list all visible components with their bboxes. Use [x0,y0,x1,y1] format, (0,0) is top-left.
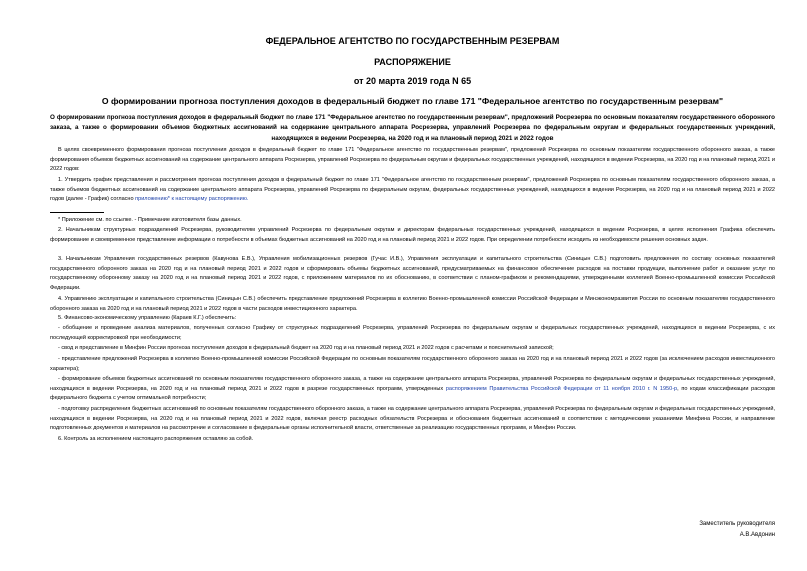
paragraph-1-tail: * к настоящему распоряжению. [167,196,249,203]
document-date-number: от 20 марта 2019 года N 65 [353,76,472,86]
paragraph-5: 5. Финансово-экономическому управлению (Караев К.Г.) обеспечить: [58,315,237,321]
bullet-distribution: - подготовку распределения бюджетных ассигнований по основным показателям государственного оборонного заказа, а также на содержание центрального аппарата Росрезерва, управлений Росрезерва по федеральным округам и федеральных государственных учреждений, находящихся в ведении Росрезерва, на 2020 год и на плановый период 2021 и 2022 годов, включая реестр расходных обязательств Росрезерва и обоснования бюджетных ассигнований в соответствии с методическими указаниями Минфина России, и направление подготовленных документов и материалов на рассмотрение и согласование в федеральные органы исполнительной власти, ответственные за реализацию государственных программ, и Минфин России. [50,406,775,432]
footnote-divider [50,212,104,213]
footnote: * Приложение см. по ссылке. - Примечание изготовителя базы данных. [58,217,242,223]
agency-name: ФЕДЕРАЛЬНОЕ АГЕНТСТВО ПО ГОСУДАРСТВЕННЫМ РЕЗЕРВАМ [265,36,560,46]
paragraph-4: 4. Управлению эксплуатации и капитального строительства (Синицын С.В.) обеспечить представление предложений Росрезерва в коллегию Военно-промышленной комиссии Российской Федерации и Минэкономразвития России по основным показателям государственного оборонного заказа на 2020 год и на плановый период 2021 и 2022 годов в части расходов инвестиционного характера. [50,296,775,312]
document-subject: О формировании прогноза поступления доходов в федеральный бюджет по главе 171 "Федеральное агентство по государственным резервам", предложений Росрезерва по основным показателям государственного оборонного заказа, а также о формировании объемов бюджетных ассигнований на содержание центрального аппарата Росрезерва, управлений Росрезерва по федеральным округам и федеральных государственных учреждений, находящихся в ведении Росрезерва, на 2020 год и на плановый период 2021 и 2022 годов [50,114,775,142]
paragraph-3: 3. Начальникам Управления государственных резервов (Кавунова Е.В.), Управления мобилизационных резервов (Гучас И.В.), Управления эксплуатации и капитального строительства (Синицын С.В.) подготовить предложения по составу основных показателей государственного оборонного заказа на 2020 год и на плановый период 2021 и 2022 годов и сформировать объемы бюджетных ассигнований, предусматриваемых на финансовое обеспечение расходов на поставки продукции, выполнение работ и оказание услуг по государственному оборонному заказу на 2020 год и на плановый период 2021 и 2022 годов, с приложением материалов по их обоснованию, в соответствии с планом-графиком и рекомендациями, утвержденными коллегией Военно-промышленной комиссии Российской Федерации. [50,256,775,292]
document-type: РАСПОРЯЖЕНИЕ [374,57,451,67]
document-page [50,0,775,571]
bullet-analysis: - обобщение и проведение анализа материалов, полученных согласно Графику от структурных подразделений Росрезерва, управлений Росрезерва по федеральным округам и федеральных государственных учреждений, находящихся в ведении Росрезерва, с их последующей корректировкой при необходимости; [50,325,775,341]
bullet-formation-tail: , по кодам классификации расходов федерального бюджета с учетом оптимальной потребности; [50,385,775,402]
paragraph-1 [50,176,775,205]
signatory-role: Заместитель руководителя [699,521,775,527]
paragraph-1-text: 1. Утвердить график представления и рассмотрения прогноза поступления доходов в федеральный бюджет по главе 171 "Федеральное агентство по государственным резервам", предложений Росрезерва по основным показателям государственного оборонного заказа, а также объемов бюджетных ассигнований на содержание центрального аппарата Росрезерва, управлений Росрезерва по федеральным округам, федеральных государственных учреждений, находящихся в ведении Росрезерва, на 2020 год и на плановый период 2021 и 2022 годов (далее - График) согласно [50,177,775,203]
signatory-name: А.В.Авдонин [739,532,775,538]
appendix-link[interactable]: приложению [135,196,168,203]
paragraph-6: 6. Контроль за исполнением настоящего распоряжения оставляю за собой. [58,436,254,442]
document-title: О формировании прогноза поступления доходов в федеральный бюджет по главе 171 "Федеральное агентство по государственным резервам" [101,96,724,106]
bullet-formation-text: - формирование объемов бюджетных ассигнований по основным показателям государственного оборонного заказа, а также на содержание центрального аппарата Росрезерва, управлений Росрезерва по федеральным округам и федеральных государственных учреждений, находящихся в ведении Росрезерва, на 2020 год и на плановый период 2021 и 2022 годов в разрезе государственных программ, утвержденных [50,376,775,392]
intro-paragraph: В целях своевременного формирования прогноза поступления доходов в федеральный бюджет по главе 171 "Федеральное агентство по государственным резервам", предложений Росрезерва по основным показателям государственного оборонного заказа, а также формирования объемов бюджетных ассигнований на содержание центрального аппарата Росрезерва, управлений Росрезерва по федеральным округам и федеральных государственных учреждений, находящихся в ведении Росрезерва, на 2020 год и на плановый период 2021 и 2022 годов: [50,147,775,173]
bullet-summary: - свод и представление в Минфин России прогноза поступления доходов в федеральный бюджет на 2020 год и на плановый период 2021 и 2022 годов с расчетами и пояснительной запиской; [58,345,554,351]
bullet-proposals: - представление предложений Росрезерва в коллегию Военно-промышленной комиссии Российской Федерации по основным показателям государственного оборонного заказа на 2020 год и на плановый период 2021 и 2022 годов (за исключением расходов инвестиционного характера); [50,356,775,372]
paragraph-2: 2. Начальникам структурных подразделений Росрезерва, руководителям управлений Росрезерва по федеральным округам и директорам федеральных государственных учреждений, находящихся в ведении Росрезерва, в целях исполнения Графика обеспечить формирование и своевременное представление информации о потребности в объемах бюджетных ассигнований на 2020 год и на плановый период 2021 и 2022 годов. При определении потребности исходить из необходимости решения основных задач. [50,227,775,243]
bullet-formation [50,375,775,404]
government-decree-link[interactable]: распоряжением Правительства Российской Федерации от 11 ноября 2010 г. N 1950-р [445,385,678,392]
